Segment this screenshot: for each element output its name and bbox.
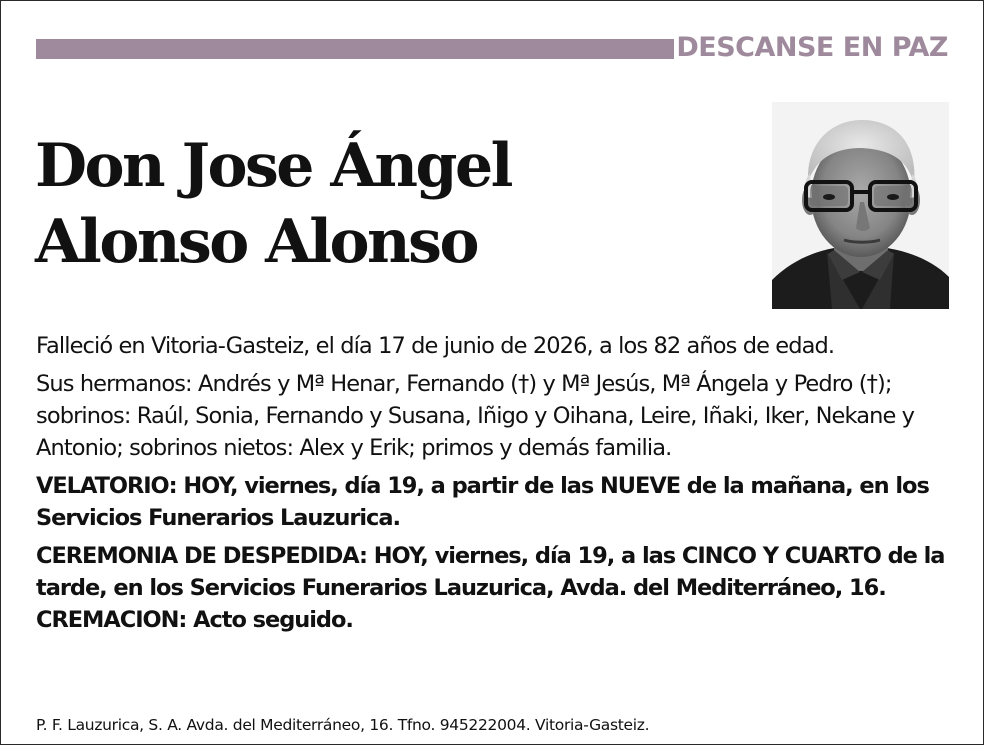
section-label: DESCANSE EN PAZ xyxy=(676,32,948,63)
family-paragraph: Sus hermanos: Andrés y Mª Henar, Fernando (†) y Mª Jesús, Mª Ángela y Pedro (†); sobrinos: Raúl, Sonia, Fernando y Susana, Iñigo y Oihana, Leire, Iñaki, Iker, Nekane y Antonio; sobrinos nietos: Alex y Erik; primos y demás familia. xyxy=(36,371,915,461)
death-paragraph: Falleció en Vitoria-Gasteiz, el día 17 de junio de 2026, a los 82 años de edad. xyxy=(36,333,835,359)
wake-paragraph: VELATORIO: HOY, viernes, día 19, a partir de las NUEVE de la mañana, en los Servicios Funerarios Lauzurica. xyxy=(36,473,929,531)
portrait-icon xyxy=(772,102,949,309)
deceased-name-line2: Alonso Alonso xyxy=(35,207,477,277)
ceremony-paragraph: CEREMONIA DE DESPEDIDA: HOY, viernes, día 19, a las CINCO Y CUARTO de la tarde, en los Servicios Funerarios Lauzurica, Avda. del Mediterráneo, 16. CREMACION: Acto seguido. xyxy=(36,543,945,633)
deceased-name-line1: Don Jose Ángel xyxy=(35,131,511,201)
portrait-photo xyxy=(772,102,949,309)
funeral-home-footer: P. F. Lauzurica, S. A. Avda. del Mediterráneo, 16. Tfno. 945222004. Vitoria-Gasteiz. xyxy=(36,716,650,734)
header-bar xyxy=(36,39,674,59)
deceased-name xyxy=(35,128,755,280)
notice-body xyxy=(36,330,951,642)
